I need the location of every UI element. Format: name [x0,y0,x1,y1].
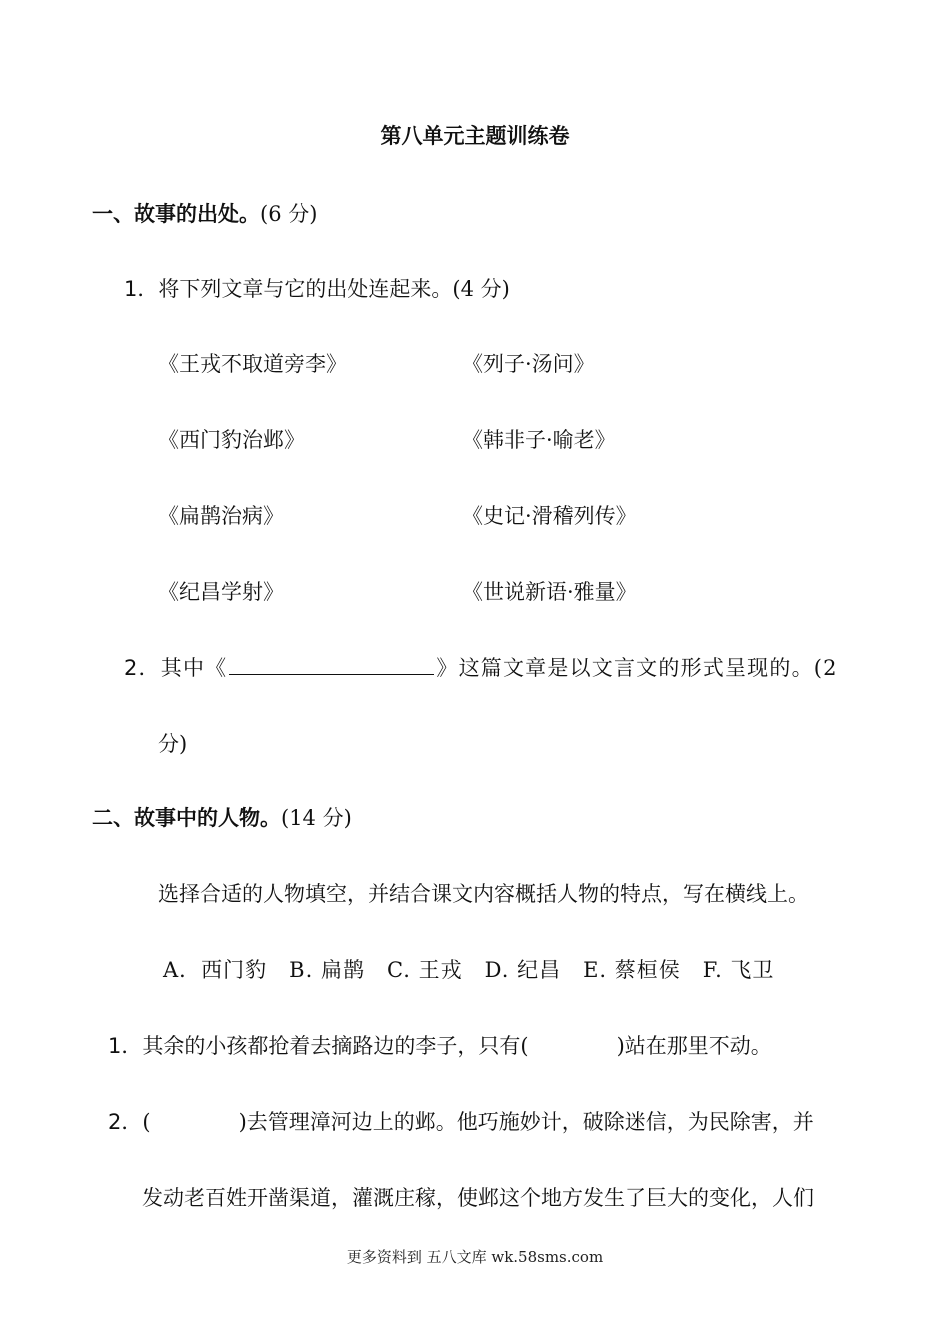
question-1-1 [124,273,510,303]
match-right-item[interactable]: 《史记·滑稽列传》 [462,504,637,528]
section-2-score: (14 分) [281,806,352,830]
match-right-item[interactable]: 《世说新语·雅量》 [462,580,637,604]
section-2-heading-text: 二、故事中的人物。 [92,806,281,830]
section-1-heading-text: 一、故事的出处。 [92,202,260,226]
question-2-2-cont: 发动老百姓开凿渠道，灌溉庄稼，使邺这个地方发生了巨大的变化，人们 [142,1186,814,1210]
instruction-text: 选择合适的人物填空，并结合课文内容概括人物的特点，写在横线上。 [158,882,809,906]
question-number: 1． [108,1034,143,1058]
question-prefix: ( [142,1110,151,1134]
option-f: F. 飞卫 [702,958,775,982]
question-suffix: )站在那里不动。 [616,1034,772,1058]
match-left-item[interactable]: 《王戎不取道旁李》 [158,352,347,376]
question-suffix: )去管理漳河边上的邺。他巧施妙计，破除迷信，为民除害，并 [238,1110,814,1134]
question-suffix: 》这篇文章是以文言文的形式呈现的。(2 [436,656,838,680]
option-c: C. 王戎 [386,958,463,982]
option-a: A．西门豹 [163,958,268,982]
question-2-2 [108,1106,814,1136]
page-title: 第八单元主题训练卷 [380,124,570,148]
question-text: 将下列文章与它的出处连起来。(4 分) [158,277,510,301]
match-left-item[interactable]: 《西门豹治邺》 [158,428,305,452]
option-e: E. 蔡桓侯 [583,958,681,982]
question-number: 2． [124,656,161,680]
answer-blank[interactable] [229,656,434,675]
question-1-2 [124,652,838,682]
match-right-item[interactable]: 《列子·汤问》 [462,352,595,376]
option-list [163,954,796,984]
question-2-1 [108,1030,772,1060]
section-2-heading [92,802,352,832]
question-1-2-cont: 分) [158,732,188,756]
match-left-item[interactable]: 《纪昌学射》 [158,580,284,604]
option-d: D. 纪昌 [484,958,562,982]
section-1-heading [92,198,317,228]
match-right-item[interactable]: 《韩非子·喻老》 [462,428,616,452]
option-b: B. 扁鹊 [289,958,365,982]
match-left-item[interactable]: 《扁鹊治病》 [158,504,284,528]
question-number: 1． [124,277,159,301]
question-prefix: 其余的小孩都抢着去摘路边的李子，只有( [142,1034,529,1058]
question-prefix: 其中《 [160,656,228,680]
page-footer: 更多资料到 五八文库 wk.58sms.com [346,1248,604,1266]
question-number: 2． [108,1110,143,1134]
section-1-score: (6 分) [260,202,318,226]
